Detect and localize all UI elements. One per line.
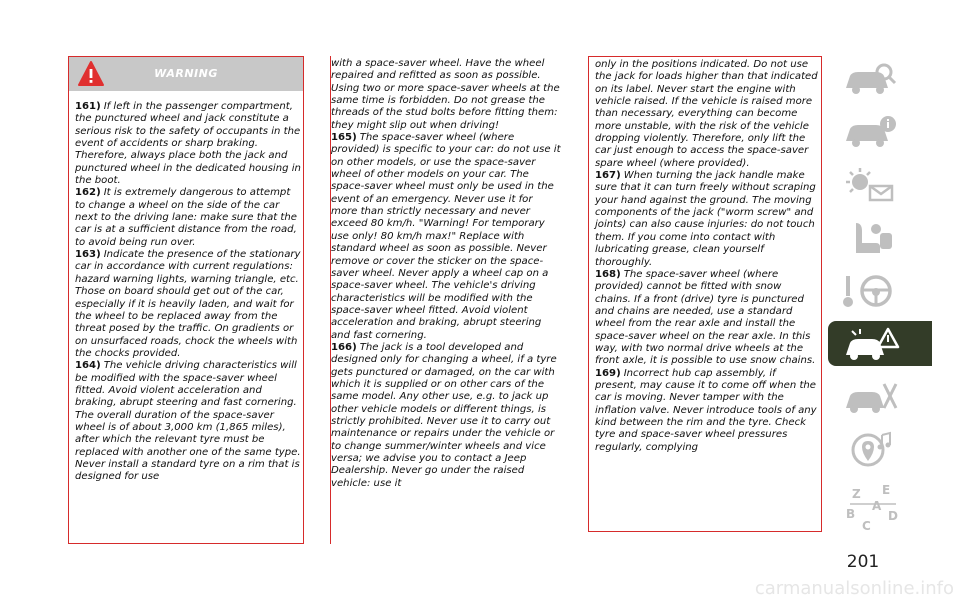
column-text: [75, 101, 301, 484]
steering-wheel-icon: [842, 272, 902, 310]
index-letter: D: [888, 509, 898, 523]
warning-header: [69, 57, 303, 91]
warning-title: WARNING: [154, 67, 218, 80]
tab-index[interactable]: [828, 480, 932, 538]
seat-airbag-icon: [842, 219, 902, 257]
car-emergency-icon: [842, 325, 902, 363]
warning-paragraph: 167) When turning the jack handle make sure that it can turn freely without scraping your hand against the ground. The moving components of the jack ("worm screw" and joints) can also cause injuries: do not touch them. If you come into contact with lubricating grease, clean yourself thoroughly.: [595, 170, 816, 268]
tab-dashboard-lights[interactable]: [828, 162, 932, 207]
tab-car-info[interactable]: [828, 109, 932, 154]
warning-paragraph: 165) The space-saver wheel (where provided) is specific to your car: do not use it on other models, or use the space-saver wheel of other models on your car. The space-saver wheel must only be used in the event of an emergency. Never use it for more than strictly necessary and never exceed 80 km/h. "Warning! For temporary use only! 80 km/h max!" Replace with standard wheel as soon as possible. Never remove or cover the sticker on the space-saver wheel. Never apply a wheel cap on a space-saver wheel. The vehicle's driving characteristics will be modified with the space-saver wheel fitted. Avoid violent acceleration and braking, abrupt steering and fast cornering.: [331, 132, 561, 341]
warning-paragraph: only in the positions indicated. Do not use the jack for loads higher than that indicated on its label. Never start the engine with vehicle raised. If the vehicle is raised more than necessary, everything can become more unstable, with the risk of the vehicle dropping violently. Therefore, only lift the car just enough to access the space-saver spare wheel (where provided).: [595, 59, 818, 169]
warning-paragraph: with a space-saver wheel. Have the wheel repaired and refitted as soon as possible. Using two or more space-saver wheels at the same time is forbidden. Do not grease the threads of the stud bolts before fitting them: they might slip out when driving!: [331, 58, 560, 131]
index-letter: C: [862, 519, 871, 533]
multimedia-icon: [842, 431, 902, 469]
warning-paragraph: 168) The space-saver wheel (where provided) cannot be fitted with snow chains. If a front (drive) tyre is punctured and chains are needed, use a standard wheel from the rear axle and install the space-saver wheel on the rear axle. In this way, with two normal drive wheels at the front axle, it is possible to use snow chains.: [595, 268, 816, 367]
warning-paragraph: 162) It is extremely dangerous to attempt to change a wheel on the side of the car next to the driving lane: make sure that the car is at a sufficient distance from the road, to avoid being run over.: [75, 187, 297, 248]
column-text: [595, 59, 819, 454]
chapter-sidebar: [828, 56, 932, 544]
watermark: carmanualsonline.info: [754, 578, 954, 599]
index-letter: A: [872, 499, 882, 513]
car-search-icon: [842, 60, 902, 98]
warning-paragraph: 161) If left in the passenger compartment, the punctured wheel and jack constitute a serious risk to the safety of occupants in the event of accidents or sharp braking. Therefore, always place both the jack and punctured wheel in the dedicated housing in the boot.: [75, 101, 301, 187]
index-letter: B: [846, 507, 856, 521]
dashboard-lights-icon: [842, 166, 902, 204]
warning-paragraph: 166) The jack is a tool developed and designed only for changing a wheel, if a tyre gets punctured or damaged, on the car with which it is supplied or on other cars of the same model. Any other use, e.g. to jack up other vehicle models or different things, is strictly prohibited. Never use it to carry out maintenance or repairs under the vehicle or to change summer/winter wheels and vice versa; we advise you to contact a Jeep Dealership. Never go under the raised vehicle: use it: [331, 341, 557, 489]
tab-car-search[interactable]: [828, 56, 932, 101]
warning-paragraph: 163) Indicate the presence of the stationary car in accordance with current regulations: hazard warning lights, warning triangle, etc. Those on board should get out of the car, especially if it is heavily laden, and wait for the wheel to be replaced away from the threat posed by the traffic. On gradients or on unsurfaced roads, chock the wheels with the chocks provided.: [75, 249, 301, 359]
page-number: 201: [846, 552, 880, 572]
car-maintenance-icon: [842, 378, 902, 416]
tab-steering-wheel[interactable]: [828, 268, 932, 313]
tab-car-maintenance[interactable]: [828, 374, 932, 419]
warning-column-2: [330, 56, 562, 544]
column-text: [331, 58, 561, 490]
warning-column-1: [68, 56, 304, 544]
warning-paragraph: 164) The vehicle driving characteristics will be modified with the space-saver wheel fitted. Avoid violent acceleration and braking, abrupt steering and fast cornering. The overall duration of the space-saver wheel is of about 3,000 km (1,865 miles), after which the relevant tyre must be replaced with another one of the same type. Never install a standard tyre on a rim that is designed for use: [75, 360, 301, 483]
tab-car-emergency[interactable]: [828, 321, 932, 366]
index-letter: E: [882, 484, 891, 497]
index-letter: Z: [852, 487, 861, 501]
index-icon: [842, 484, 906, 536]
warning-column-3: [588, 56, 822, 532]
warning-paragraph: 169) Incorrect hub cap assembly, if present, may cause it to come off when the car is moving. Never tamper with the inflation valve. Never introduce tools of any kind between the rim and the tyre. Check tyre and space-saver wheel pressures regularly, complying: [595, 367, 817, 453]
tab-seat-airbag[interactable]: [828, 215, 932, 260]
car-info-icon: [842, 113, 902, 151]
tab-multimedia[interactable]: [828, 427, 932, 472]
